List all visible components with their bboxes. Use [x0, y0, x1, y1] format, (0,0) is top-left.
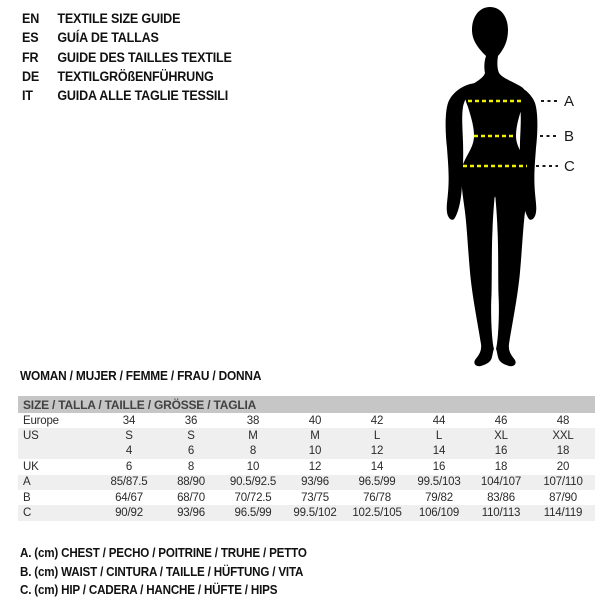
size-value: 16 [494, 445, 508, 458]
size-value: 14 [370, 460, 384, 473]
measurement-legend [20, 544, 307, 600]
measure-value: 87/90 [549, 491, 577, 504]
language-title-row [22, 28, 232, 47]
section-label-woman: WOMAN / MUJER / FEMME / FRAU / DONNA [20, 369, 262, 383]
size-value: 20 [556, 460, 570, 473]
language-title: GUIDA ALLE TAGLIE TESSILI [57, 88, 228, 104]
row-label: B [23, 491, 31, 504]
size-value: 38 [246, 414, 260, 427]
legend-hip: C. (cm) HIP / CADERA / HANCHE / HÜFTE / HIPS [20, 583, 278, 597]
size-value: 10 [308, 445, 322, 458]
size-value: 10 [246, 460, 260, 473]
language-code: IT [22, 88, 33, 104]
language-title-row [22, 9, 232, 28]
row-label: C [23, 507, 32, 520]
measure-value: 110/113 [481, 507, 521, 520]
measure-value: 114/119 [543, 507, 583, 520]
language-code: EN [22, 11, 40, 26]
size-value: 36 [184, 414, 198, 427]
silhouette-body [461, 7, 528, 366]
language-code: FR [22, 49, 39, 65]
table-row-chest-a [18, 475, 595, 490]
size-value: XL [494, 430, 508, 443]
measure-value: 76/78 [363, 491, 391, 504]
size-value: S [125, 430, 133, 443]
measure-value: 64/67 [115, 491, 143, 504]
size-value: 18 [556, 445, 570, 458]
size-value: M [248, 430, 258, 443]
measure-value: 88/90 [177, 476, 205, 489]
size-value: 12 [308, 460, 322, 473]
size-value: M [310, 430, 320, 443]
language-title: TEXTILE SIZE GUIDE [57, 11, 181, 26]
language-title: GUÍA DE TALLAS [57, 30, 159, 46]
size-value: 18 [494, 460, 508, 473]
legend-waist: B. (cm) WAIST / CINTURA / TAILLE / HÜFTUNG / VITA [20, 564, 304, 579]
measure-value: 104/107 [480, 476, 522, 489]
language-title-row [22, 67, 232, 86]
measure-value: 79/82 [425, 491, 453, 504]
measure-value: 70/72.5 [234, 491, 272, 504]
measure-value: 99.5/102 [293, 507, 337, 520]
language-title: TEXTILGRÖßENFÜHRUNG [57, 68, 214, 84]
language-code: ES [22, 30, 39, 46]
measure-value: 96.5/99 [234, 507, 272, 520]
measure-value: 102.5/105 [352, 507, 402, 520]
row-label: US [23, 430, 39, 443]
measure-value: 83/86 [487, 491, 515, 504]
table-row-us-letter [18, 428, 595, 443]
size-value: 46 [494, 414, 508, 427]
size-value: 44 [432, 414, 446, 427]
language-title-list [22, 9, 232, 105]
measure-value: 99.5/103 [417, 476, 461, 489]
measure-value: 93/96 [301, 476, 329, 489]
table-row-hip-c [18, 505, 595, 520]
measure-value: 106/109 [418, 507, 460, 520]
size-value: 14 [432, 445, 446, 458]
marker-b-label: B [564, 128, 575, 145]
measure-value: 107/110 [543, 476, 583, 489]
size-value: 6 [187, 445, 195, 458]
size-value: 12 [370, 445, 384, 458]
table-row-us-numeric [18, 444, 595, 459]
row-label: A [23, 476, 31, 489]
size-value: 8 [249, 445, 257, 458]
language-title-row [22, 48, 232, 67]
measure-value: 90/92 [115, 507, 143, 520]
size-value: 40 [308, 414, 322, 427]
size-value: L [373, 430, 381, 443]
measure-value: 68/70 [177, 491, 205, 504]
size-value: XXL [552, 430, 574, 443]
size-value: 42 [370, 414, 384, 427]
woman-silhouette-figure [395, 0, 600, 380]
table-row-uk [18, 459, 595, 474]
size-value: 8 [187, 460, 195, 473]
language-title-row [22, 86, 232, 105]
table-row-waist-b [18, 490, 595, 505]
legend-chest: A. (cm) CHEST / PECHO / POITRINE / TRUHE / PETTO [20, 546, 307, 560]
size-value: 16 [432, 460, 446, 473]
size-table [18, 396, 595, 521]
size-value: 34 [122, 414, 136, 427]
measure-value: 85/87.5 [110, 476, 148, 489]
size-value: 48 [556, 414, 570, 427]
marker-c-label: C [564, 158, 575, 175]
size-value: L [435, 430, 443, 443]
size-value: 4 [125, 445, 133, 458]
table-row-europe [18, 413, 595, 428]
row-label: UK [23, 460, 39, 473]
measure-value: 93/96 [177, 507, 205, 520]
language-title: GUIDE DES TAILLES TEXTILE [57, 49, 232, 65]
measure-value: 73/75 [301, 491, 329, 504]
marker-a-label: A [564, 93, 575, 110]
language-code: DE [22, 68, 40, 84]
row-label: Europe [23, 414, 59, 427]
size-value: S [187, 430, 195, 443]
size-value: 6 [125, 460, 133, 473]
measure-value: 96.5/99 [358, 476, 396, 489]
size-table-header: SIZE / TALLA / TAILLE / GRÖSSE / TAGLIA [18, 396, 595, 413]
measure-value: 90.5/92.5 [229, 476, 277, 489]
